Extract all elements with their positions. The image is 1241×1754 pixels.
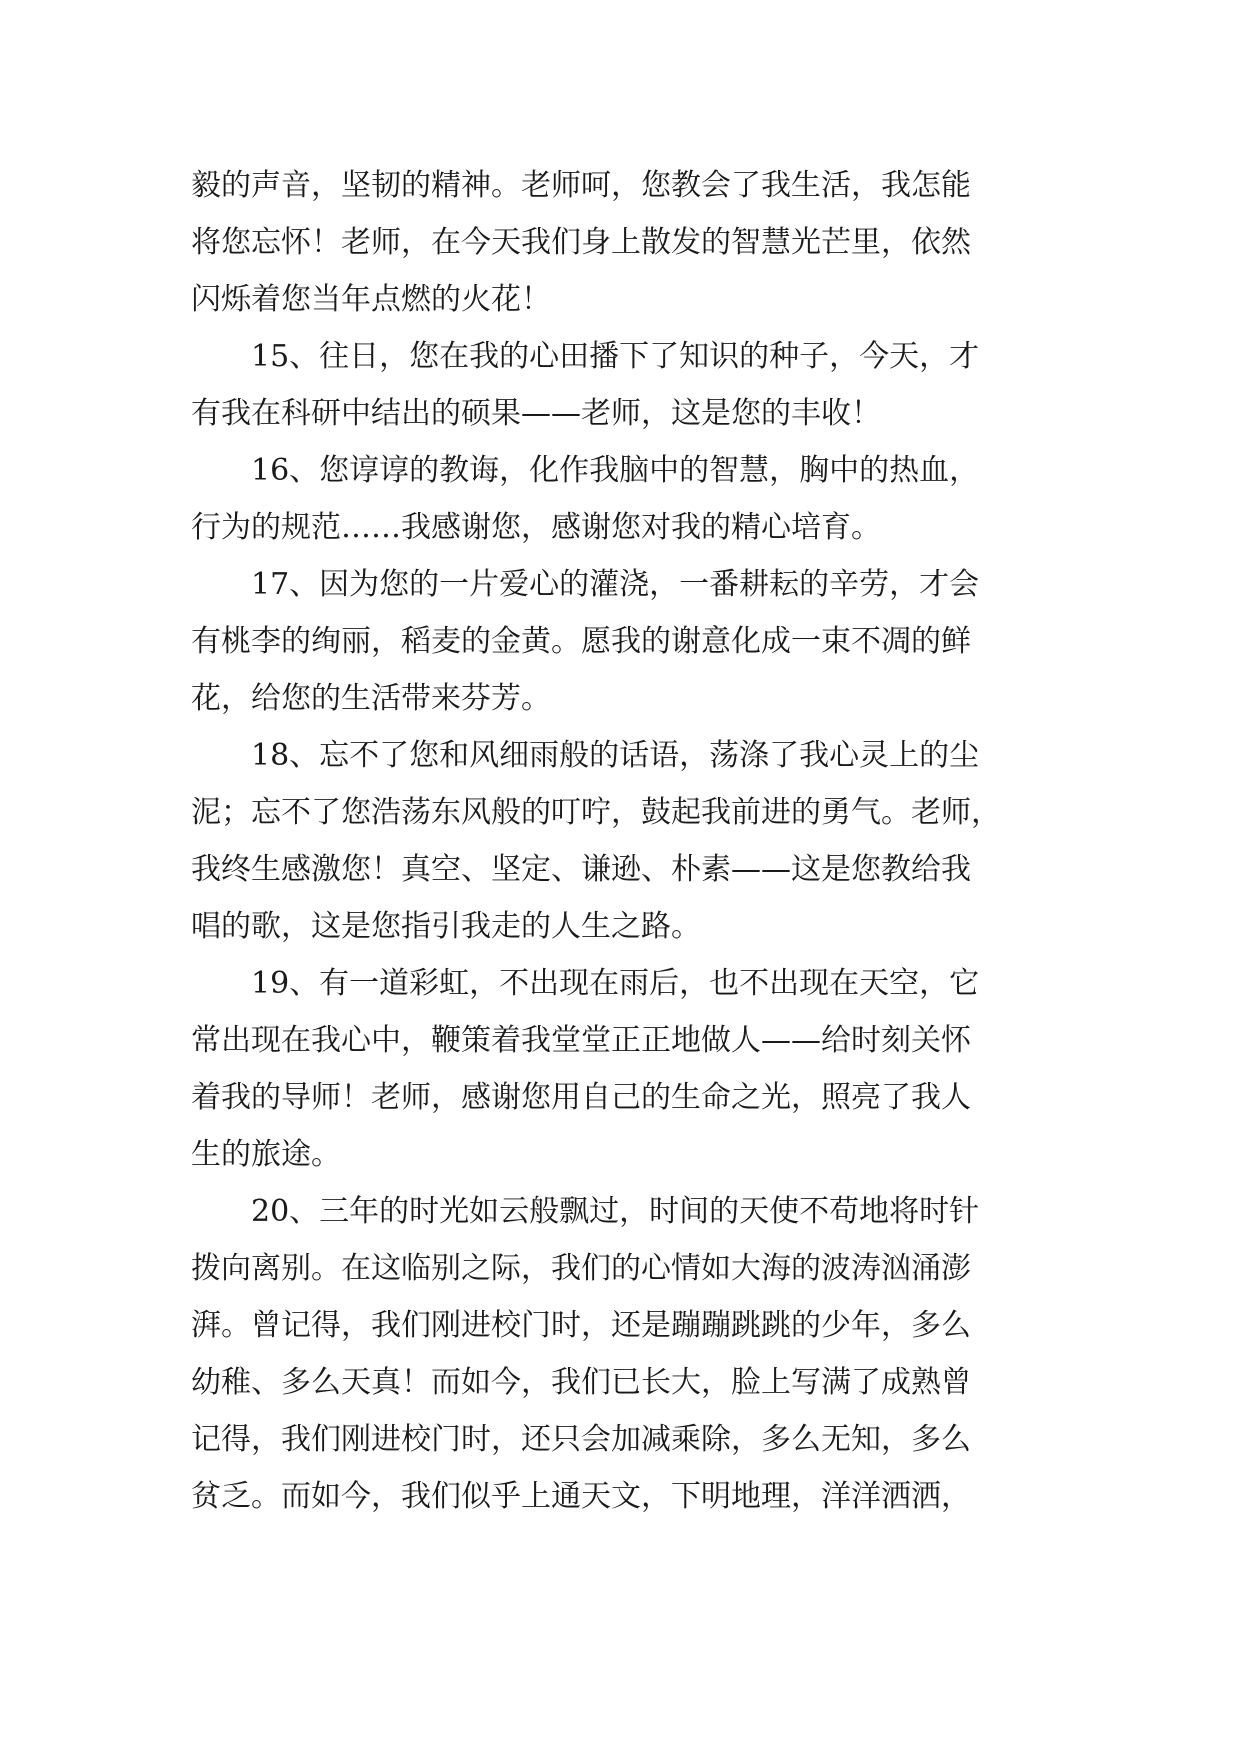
text-line: 有我在科研中结出的硕果——老师，这是您的丰收！ — [191, 396, 881, 431]
text-line: 有桃李的绚丽，稻麦的金黄。愿我的谢意化成一束不凋的鲜 — [191, 624, 971, 659]
text-line: 行为的规范……我感谢您，感谢您对我的精心培育。 — [191, 510, 881, 545]
text-line: 18、忘不了您和风细雨般的话语，荡涤了我心灵上的尘 — [251, 738, 980, 773]
paragraph-20 — [191, 1183, 1051, 1525]
text-line: 毅的声音，坚韧的精神。老师呵，您教会了我生活，我怎能 — [191, 168, 971, 203]
text-line: 拨向离别。在这临别之际，我们的心情如大海的波涛汹涌澎 — [191, 1251, 971, 1286]
paragraph-15 — [191, 328, 1051, 442]
text-line: 记得，我们刚进校门时，还只会加减乘除，多么无知，多么 — [191, 1422, 971, 1457]
document-body — [191, 157, 1051, 1525]
text-line: 着我的导师！老师，感谢您用自己的生命之光，照亮了我人 — [191, 1080, 971, 1115]
text-line: 我终生感激您！真空、坚定、谦逊、朴素——这是您教给我 — [191, 852, 971, 887]
text-line: 幼稚、多么天真！而如今，我们已长大，脸上写满了成熟曾 — [191, 1365, 971, 1400]
text-line: 闪烁着您当年点燃的火花！ — [191, 282, 551, 317]
text-line: 20、三年的时光如云般飘过，时间的天使不苟地将时针 — [251, 1194, 980, 1229]
text-line: 泥；忘不了您浩荡东风般的叮咛，鼓起我前进的勇气。老师， — [191, 795, 1001, 830]
text-line: 19、有一道彩虹，不出现在雨后，也不出现在天空，它 — [251, 966, 980, 1001]
paragraph-19 — [191, 955, 1051, 1183]
text-line: 17、因为您的一片爱心的灌浇，一番耕耘的辛劳，才会 — [251, 567, 980, 602]
text-line: 唱的歌，这是您指引我走的人生之路。 — [191, 909, 701, 944]
paragraph-continuation — [191, 157, 1051, 328]
text-line: 贫乏。而如今，我们似乎上通天文，下明地理，洋洋洒洒， — [191, 1479, 971, 1514]
text-line: 湃。曾记得，我们刚进校门时，还是蹦蹦跳跳的少年，多么 — [191, 1308, 971, 1343]
text-line: 生的旅途。 — [191, 1137, 341, 1172]
paragraph-16 — [191, 442, 1051, 556]
text-line: 15、往日，您在我的心田播下了知识的种子，今天，才 — [251, 339, 980, 374]
text-line: 将您忘怀！老师，在今天我们身上散发的智慧光芒里，依然 — [191, 225, 971, 260]
text-line: 花，给您的生活带来芬芳。 — [191, 681, 551, 716]
text-line: 16、您谆谆的教诲，化作我脑中的智慧，胸中的热血， — [251, 453, 980, 488]
paragraph-18 — [191, 727, 1051, 955]
text-line: 常出现在我心中，鞭策着我堂堂正正地做人——给时刻关怀 — [191, 1023, 971, 1058]
paragraph-17 — [191, 556, 1051, 727]
